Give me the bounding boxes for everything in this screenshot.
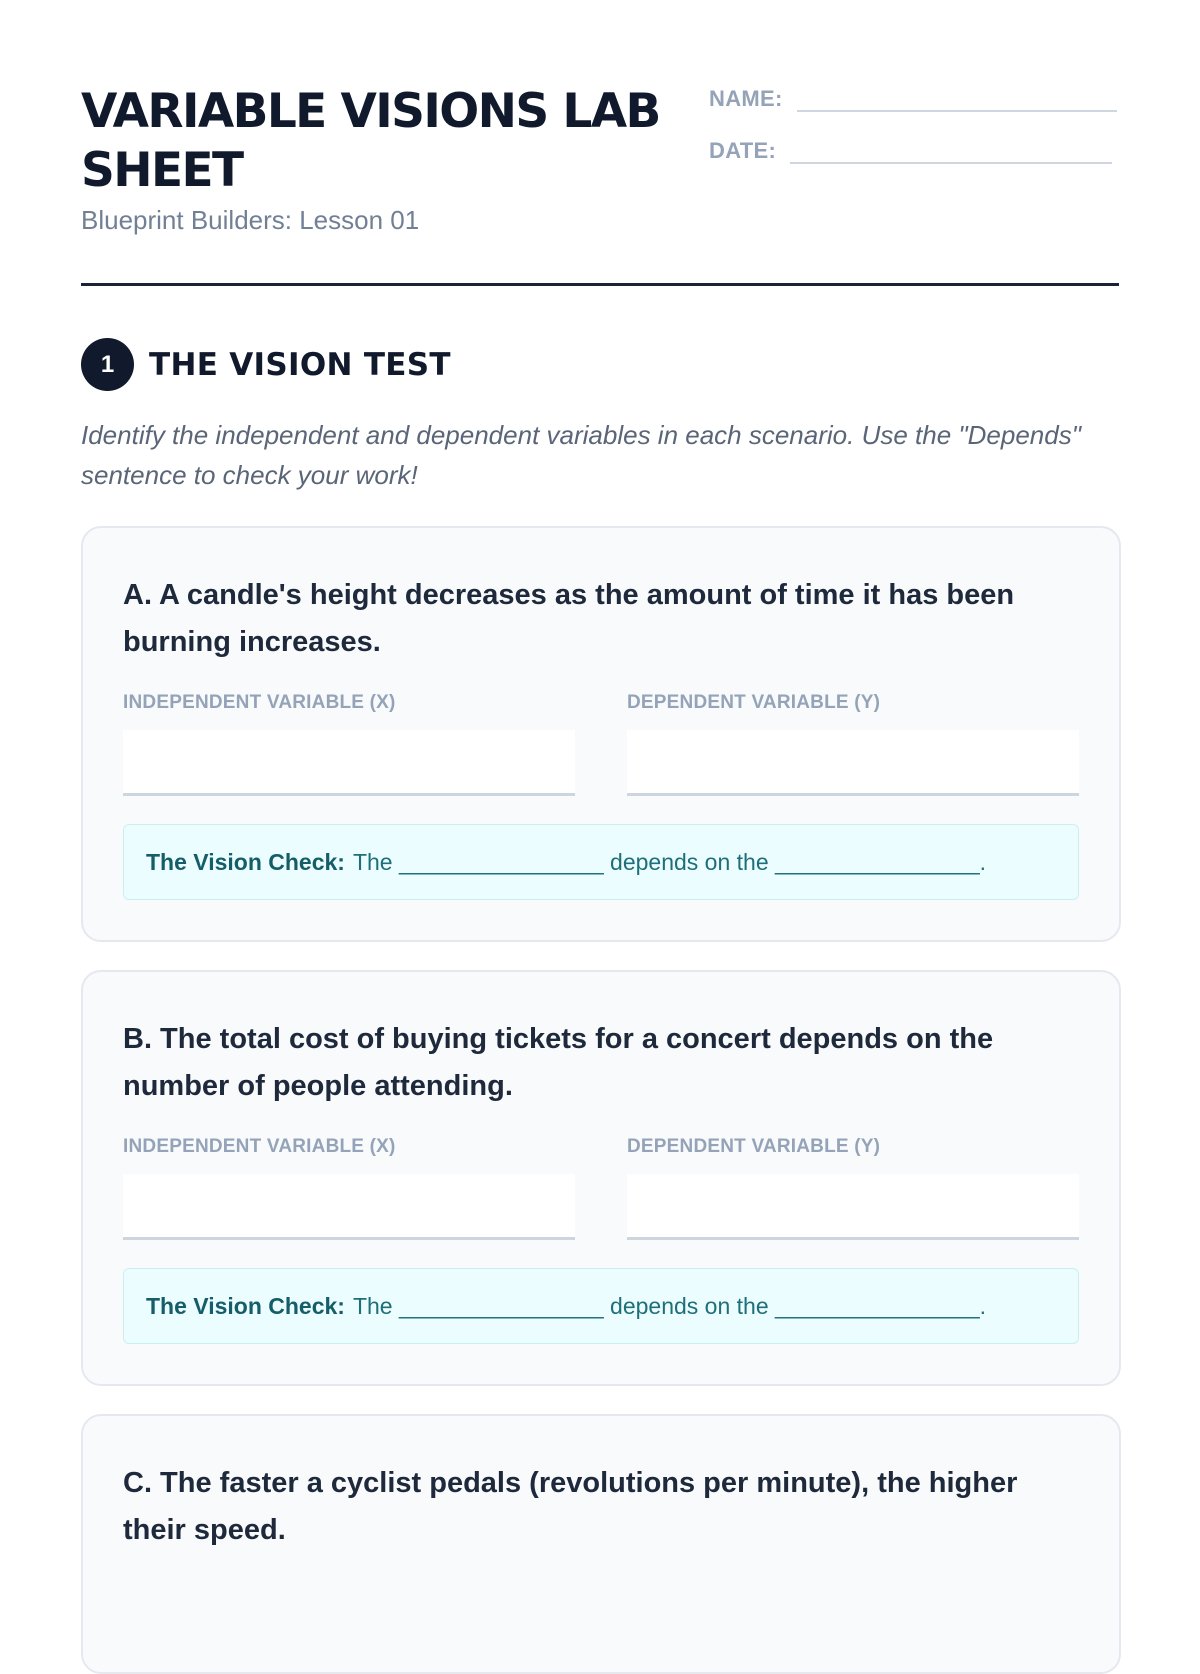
vision-check-title: The Vision Check: <box>146 1292 345 1319</box>
name-row <box>709 86 1117 112</box>
independent-variable-input[interactable] <box>123 1174 575 1240</box>
dependent-variable-input[interactable] <box>627 730 1079 796</box>
worksheet-header <box>81 0 1119 286</box>
date-field[interactable] <box>790 144 1112 164</box>
independent-variable <box>123 692 575 796</box>
independent-variable <box>123 1136 575 1240</box>
variable-fields <box>123 1136 1079 1240</box>
date-row <box>709 138 1112 164</box>
independent-variable-label: INDEPENDENT VARIABLE (X) <box>123 1136 396 1157</box>
section-number-badge: 1 <box>81 338 134 391</box>
page-title: VARIABLE VISIONS LAB SHEET <box>81 84 660 198</box>
section-heading <box>81 338 451 391</box>
page-subtitle: Blueprint Builders: Lesson 01 <box>81 205 420 235</box>
date-label: DATE: <box>709 138 777 163</box>
question-card-c <box>81 1414 1121 1674</box>
question-text: C. The faster a cyclist pedals (revolutions per minute), the higher their speed. <box>123 1467 1018 1546</box>
vision-check-box <box>123 824 1079 900</box>
question-card-a <box>81 526 1121 942</box>
vision-check-sentence: The ________________ depends on the ________________. <box>352 1292 987 1319</box>
question-card-b <box>81 970 1121 1386</box>
question-text: A. A candle's height decreases as the amount of time it has been burning increases. <box>123 579 1015 658</box>
name-field[interactable] <box>797 92 1117 112</box>
independent-variable-input[interactable] <box>123 730 575 796</box>
dependent-variable-label: DEPENDENT VARIABLE (Y) <box>627 692 881 713</box>
name-label: NAME: <box>709 86 783 111</box>
dependent-variable <box>627 692 1079 796</box>
independent-variable-label: INDEPENDENT VARIABLE (X) <box>123 692 396 713</box>
vision-check-title: The Vision Check: <box>146 848 345 875</box>
dependent-variable-input[interactable] <box>627 1174 1079 1240</box>
section-title: THE VISION TEST <box>149 346 451 383</box>
section-instructions: Identify the independent and dependent variables in each scenario. Use the "Depends" sentence to check your work! <box>81 420 1081 490</box>
vision-check-box <box>123 1268 1079 1344</box>
vision-check-sentence: The ________________ depends on the ________________. <box>352 848 987 875</box>
question-text: B. The total cost of buying tickets for a concert depends on the number of people attending. <box>123 1023 994 1102</box>
dependent-variable-label: DEPENDENT VARIABLE (Y) <box>627 1136 881 1157</box>
variable-fields <box>123 692 1079 796</box>
dependent-variable <box>627 1136 1079 1240</box>
